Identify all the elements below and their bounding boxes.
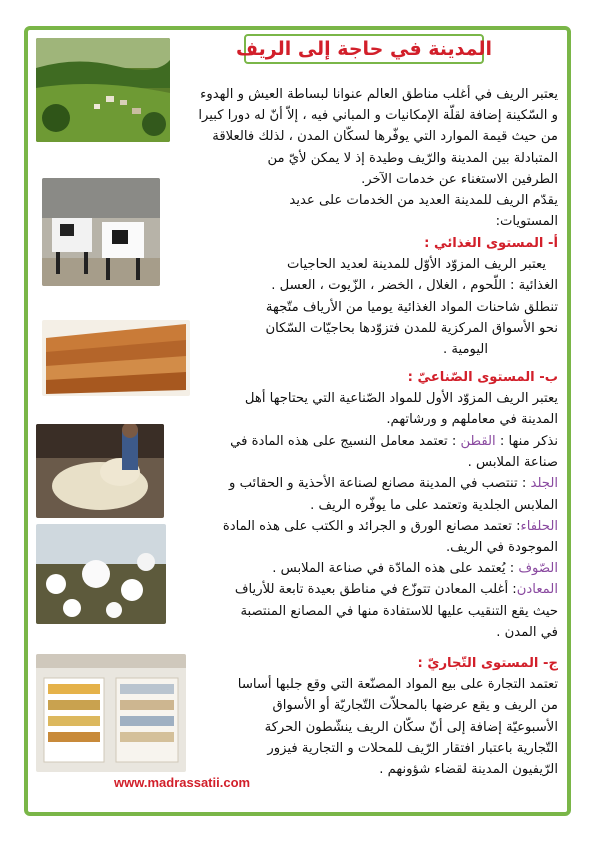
website-watermark: www.madrassatii.com [114, 775, 251, 790]
material-line: في المدن . [496, 624, 558, 640]
section-line: المدينة في معاملهم و ورشاتهم. [386, 412, 558, 428]
intro-line: الطرفين الاستغناء عن خدمات الآخر. [361, 171, 558, 187]
page-title: المدينة في حاجة إلى الريف [235, 38, 493, 60]
supermarket-shelves-photo [36, 654, 186, 772]
material-line: الحلفاء: تعتمد مصانع الورق و الجرائد و الكتب على هذه المادة [222, 518, 558, 534]
material-cotton: القطن [460, 434, 496, 449]
title-box [235, 34, 493, 64]
material-leather: الجلد [530, 476, 558, 492]
section-line: تنطلق شاحنات المواد الغذائية يوميا من الأرياف متّجهة [265, 299, 558, 315]
material-line: الجلد : تنتصب في المدينة مصانع لصناعة الأحذية و الحقائب و [229, 476, 558, 492]
cotton-field-photo [36, 524, 166, 624]
material-line: الموجودة في الريف. [445, 540, 558, 556]
countryside-village-photo [36, 38, 170, 142]
section-line: الغذائية : اللّحوم ، الغلال ، الخضر ، الزّيوت ، العسل . [271, 278, 558, 294]
intro-line: يقدّم الريف للمدينة العديد من الخدمات على عديد [289, 193, 558, 209]
material-minerals: المعادن [516, 582, 558, 598]
section-line: التّجارية باعتبار افتقار الرّيف للمحلات و التجارية فيزور [267, 740, 558, 756]
section-line: تعتمد التجارة على بيع المواد المصنّعة التي وقع جلبها أساسا [237, 677, 558, 693]
section-line: الأسبوعيّة إضافة إلى أنّ سكّان الريف ينشّطون الحركة [264, 719, 558, 735]
section-heading: ب- المستوى الصّناعيّ : [407, 370, 558, 385]
section-trade [194, 653, 558, 780]
section-industry [36, 367, 558, 431]
section-line: اليومية . [443, 342, 488, 358]
material-line: الصّوف : يُعتمد على هذه المادّة في صناعة الملابس . [272, 561, 558, 577]
intro-line: يعتبر الريف في أغلب مناطق العالم عنوانا لبساطة العيش و الهدوء [200, 87, 558, 102]
section-heading: ج- المستوى التّجاريّ : [417, 656, 558, 671]
section-line: الرّيفيون المدينة لقضاء شؤونهم . [379, 762, 558, 778]
intro-line: من حيث قيمة الموارد التي يوفّرها لسكّان المدن ، لذلك فالعلاقة [212, 129, 558, 145]
industry-materials [172, 431, 558, 643]
section-heading: أ- المستوى الغذائي : [424, 236, 558, 251]
section-line: يعتبر الريف المزوّد الأول للمواد الصّناعية التي يحتاجها أهل [244, 391, 558, 407]
intro-line: و السّكينة إضافة لقلّة الإمكانيات و المباني فيه ، إلاّ أنّ له دورا كبيرا [198, 108, 558, 124]
material-line: حيث يقع التنقيب عليها للاستفادة منها في المصانع المنتصبة [240, 603, 558, 619]
material-line: المعادن: أغلب المعادن تتوزّع في مناطق بعيدة تابعة للأرياف [234, 582, 558, 598]
material-wool: الصّوف [518, 561, 558, 577]
sheep-shearing-photo [36, 424, 164, 518]
material-line: الملابس الجلدية وتعتمد على ما يوفّره الريف . [310, 497, 558, 513]
intro-line: المتبادلة بين المدينة والرّيف وطيدة إذ لا يمكن لأيّ من [267, 150, 558, 166]
section-line: نحو الأسواق المركزية للمدن فتزوّدها بحاجيّات السّكان [265, 320, 558, 336]
section-line: من الريف و يقع عرضها بالمحلاّت التّجاريّة أو الأسواق [272, 698, 558, 714]
intro-line: المستويات: [495, 214, 558, 230]
material-line: نذكر منها : القطن : تعتمد معامل النسيج على هذه المادة في [230, 434, 558, 449]
intro-paragraph [182, 84, 558, 232]
section-food [196, 233, 558, 360]
dairy-cows-barn-photo [42, 178, 160, 286]
section-line: يعتبر الريف المزوّد الأوّل للمدينة لعديد الحاجيات [287, 257, 546, 273]
material-line: صناعة الملابس . [467, 455, 558, 471]
material-alfa: الحلفاء [520, 518, 558, 534]
